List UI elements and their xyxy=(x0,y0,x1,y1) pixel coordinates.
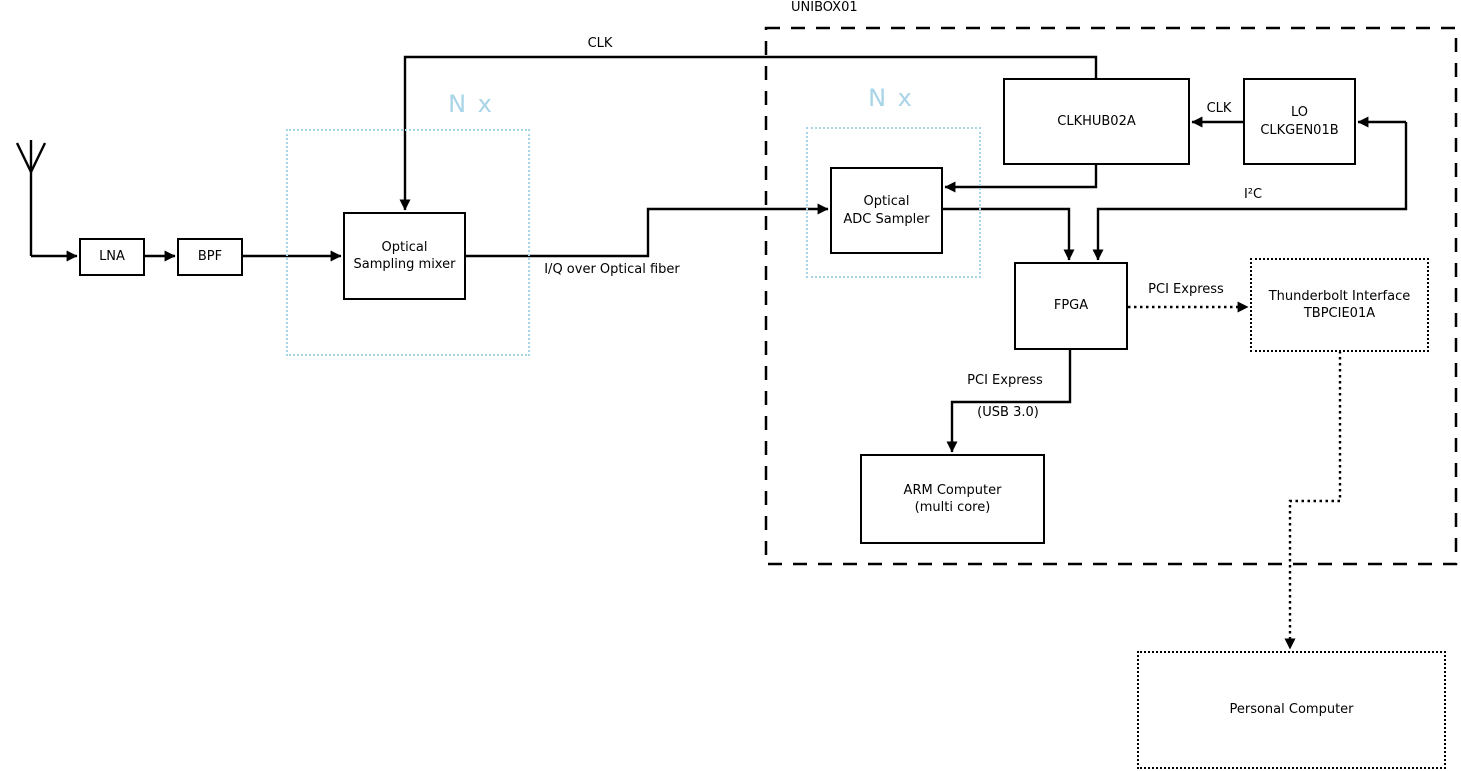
lo-clkgen01b-block xyxy=(1243,78,1356,165)
adc-label-line1: Optical xyxy=(863,194,910,210)
thunderbolt-label-line2: TBPCIE01A xyxy=(1303,306,1376,321)
thunderbolt-label-line1: Thunderbolt Interface xyxy=(1268,288,1411,304)
usb-label: (USB 3.0) xyxy=(977,405,1039,420)
adc-label-line2: ADC Sampler xyxy=(843,211,930,227)
pcie-thunderbolt-label: PCI Express xyxy=(1148,282,1224,297)
iq-fiber-label: I/Q over Optical fiber xyxy=(544,262,680,277)
personal-computer-block xyxy=(1137,651,1446,769)
wire-pcie-fpga-to-arm xyxy=(952,349,1070,452)
lo-label-line1: LO xyxy=(1290,105,1308,121)
antenna-icon xyxy=(17,140,45,256)
nx-right-label: N x xyxy=(868,84,914,112)
mixer-label-line1: Optical xyxy=(381,239,428,255)
lo-label-line2: CLKGEN01B xyxy=(1260,122,1339,138)
wire-thunderbolt-to-pc xyxy=(1290,351,1340,649)
fpga-block xyxy=(1014,262,1128,350)
bpf-label: BPF xyxy=(197,249,223,265)
i2c-label: I²C xyxy=(1243,187,1263,202)
clkhub02a-block xyxy=(1003,78,1190,165)
lna-label: LNA xyxy=(99,249,125,265)
arm-computer-block xyxy=(860,454,1045,544)
mixer-label-line2: Sampling mixer xyxy=(353,257,456,272)
arm-label-line1: ARM Computer xyxy=(903,482,1002,498)
clk-top-label: CLK xyxy=(587,36,613,51)
fpga-label: FPGA xyxy=(1053,298,1089,314)
lna-block xyxy=(79,238,145,276)
clk-lo-hub-label: CLK xyxy=(1206,101,1232,116)
clkhub-label: CLKHUB02A xyxy=(1057,113,1136,129)
optical-sampling-mixer-block xyxy=(343,212,466,300)
nx-left-label: N x xyxy=(448,90,494,118)
thunderbolt-interface-block xyxy=(1250,258,1429,352)
optical-adc-sampler-block xyxy=(830,167,943,254)
bpf-block xyxy=(177,238,243,276)
pcie-arm-label: PCI Express xyxy=(967,373,1043,388)
unibox01-label: UNIBOX01 xyxy=(791,0,858,15)
pc-label: Personal Computer xyxy=(1229,702,1354,718)
arm-label-line2: (multi core) xyxy=(914,500,991,515)
